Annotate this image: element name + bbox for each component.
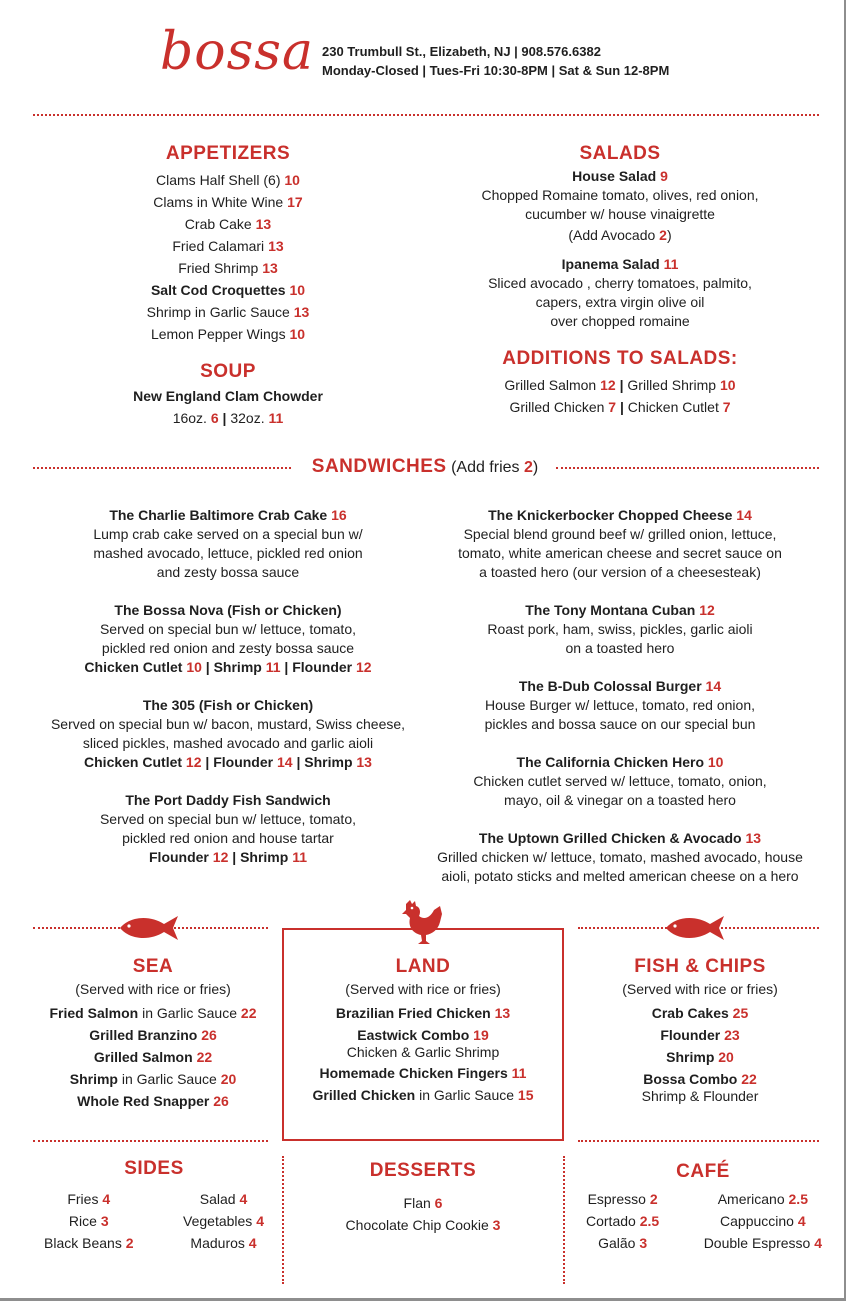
item-price: 4 (248, 1235, 257, 1251)
menu-item (44, 1210, 134, 1232)
menu-item (704, 1210, 822, 1232)
appetizer-item (28, 257, 428, 279)
land-note: (Served with rice or fries) (345, 981, 501, 997)
item-name: Galão (598, 1235, 636, 1251)
option-price: 13 (356, 754, 372, 770)
entree-item (570, 1024, 830, 1046)
sandwich-price: 12 (699, 602, 715, 618)
sandwich-desc: Served on special bun w/ lettuce, tomato, (99, 621, 357, 637)
divider (556, 467, 819, 469)
menu-item (704, 1188, 822, 1210)
sandwich-title: The Uptown Grilled Chicken & Avocado (478, 830, 742, 846)
appetizer-item (28, 279, 428, 301)
dessert-item (284, 1192, 562, 1214)
item-name: Fries (67, 1191, 99, 1207)
sandwich-desc: mayo, oil & vinegar on a toasted hero (504, 792, 736, 808)
ipanema-salad-desc: Sliced avocado , cherry tomatoes, palmito, (488, 275, 752, 291)
additions-title: ADDITIONS TO SALADS: (502, 348, 738, 369)
house-salad-desc: Chopped Romaine tomato, olives, red onion, (481, 187, 759, 203)
sandwich-title: The Tony Montana Cuban (525, 602, 696, 618)
sides-right-column (183, 1188, 264, 1254)
additions-section (420, 348, 820, 418)
item-price: 17 (287, 194, 303, 210)
item-name: Americano (717, 1191, 785, 1207)
soup-name: New England Clam Chowder (133, 388, 323, 404)
entree-item (28, 1024, 278, 1046)
sandwich-title: The 305 (Fish or Chicken) (142, 697, 314, 713)
item-price: 10 (289, 326, 306, 342)
divider (33, 1140, 268, 1142)
sandwich-title: The California Chicken Hero (516, 754, 704, 770)
fish-icon (664, 913, 728, 948)
entree-name: Grilled Branzino (89, 1027, 198, 1043)
item-price: 2.5 (788, 1191, 808, 1207)
ipanema-salad-name: Ipanema Salad (561, 256, 660, 272)
cafe-right-column (704, 1188, 822, 1254)
appetizer-list (28, 169, 428, 345)
sandwich-desc: Served on special bun w/ bacon, mustard, Swiss cheese, (50, 716, 406, 732)
sandwich-item (420, 506, 820, 582)
entree-extra: in Garlic Sauce (138, 1005, 238, 1021)
appetizer-item (28, 323, 428, 345)
land-section (282, 956, 564, 1106)
item-name: Lemon Pepper Wings (150, 326, 286, 342)
option-name: Flounder (149, 849, 209, 865)
entree-name: Whole Red Snapper (77, 1093, 210, 1109)
sandwiches-left-column (28, 506, 428, 886)
divider (578, 1140, 819, 1142)
sandwich-name (420, 677, 820, 696)
item-name: Maduros (190, 1235, 245, 1251)
item-price: 2 (649, 1191, 658, 1207)
menu-item (586, 1210, 659, 1232)
item-name: Cappuccino (720, 1213, 794, 1229)
sandwich-desc: a toasted hero (our version of a cheesesteak) (479, 564, 761, 580)
sandwich-desc: Grilled chicken w/ lettuce, tomato, mashed avocado, house (437, 849, 803, 865)
sandwich-title: The Bossa Nova (Fish or Chicken) (114, 602, 342, 618)
soup-sizes: 16oz. 6 | 32oz. 11 (172, 410, 284, 426)
sandwich-name (28, 601, 428, 620)
option-price: 12 (212, 849, 229, 865)
sandwich-desc: and zesty bossa sauce (156, 564, 300, 580)
menu-item (44, 1188, 134, 1210)
sea-note: (Served with rice or fries) (75, 981, 231, 997)
sandwich-item (420, 601, 820, 658)
sandwich-desc: pickles and bossa sauce on our special bun (484, 716, 756, 732)
item-price: 4 (239, 1191, 248, 1207)
cafe-left-column (586, 1188, 659, 1254)
sandwich-name (420, 601, 820, 620)
soup-section (28, 361, 428, 429)
sandwich-item (28, 696, 428, 772)
item-name: Crab Cake (184, 216, 252, 232)
item-price: 4 (797, 1213, 806, 1229)
entree-price: 20 (220, 1071, 237, 1087)
item-name: Double Espresso (703, 1235, 811, 1251)
sandwich-options: Flounder 12 | Shrimp 11 (149, 849, 307, 865)
item-price: 13 (255, 216, 272, 232)
sandwich-desc: pickled red onion and zesty bossa sauce (101, 640, 355, 656)
ipanema-salad-desc: capers, extra virgin olive oil (535, 294, 705, 310)
item-price: 4 (102, 1191, 111, 1207)
sandwich-options: Chicken Cutlet 10 | Shrimp 11 | Flounder 12 (84, 659, 372, 675)
item-price: 2.5 (639, 1213, 660, 1229)
bossa-logo: bossa (160, 22, 314, 82)
item-price: 13 (293, 304, 310, 320)
item-name: Flan (403, 1195, 431, 1211)
land-title: LAND (395, 956, 451, 977)
sandwich-item (420, 829, 820, 886)
entree-price: 20 (718, 1049, 734, 1065)
appetizer-item (28, 213, 428, 235)
menu-item (586, 1232, 659, 1254)
option-name: Shrimp (213, 659, 262, 675)
sandwich-desc: House Burger w/ lettuce, tomato, red onion, (484, 697, 756, 713)
item-name: Black Beans (44, 1235, 122, 1251)
entree-item (28, 1046, 278, 1068)
item-name: Shrimp in Garlic Sauce (146, 304, 290, 320)
sandwich-item (28, 601, 428, 677)
entree-price: 11 (511, 1065, 527, 1081)
house-salad (420, 167, 820, 186)
desserts-title: DESSERTS (369, 1160, 477, 1181)
cafe-title: CAFÉ (676, 1161, 730, 1182)
entree-price: 22 (741, 1071, 757, 1087)
entree-price: 26 (201, 1027, 217, 1043)
sandwich-desc: pickled red onion and house tartar (122, 830, 334, 846)
item-price: 13 (268, 238, 284, 254)
sandwich-price: 14 (736, 507, 752, 523)
item-price: 6 (434, 1195, 443, 1211)
item-price: 4 (256, 1213, 264, 1229)
entree-name: Grilled Chicken (312, 1087, 416, 1103)
sea-list (28, 1002, 278, 1112)
fish-chips-note: (Served with rice or fries) (622, 981, 778, 997)
fish-chips-list (570, 1002, 830, 1106)
entree-name: Crab Cakes (651, 1005, 729, 1021)
sandwich-name (28, 506, 428, 525)
item-name: Cortado (586, 1213, 636, 1229)
item-name: Clams Half Shell (6) (156, 172, 281, 188)
soup-title: SOUP (200, 361, 256, 382)
sandwich-name (28, 696, 428, 715)
item-price: 4 (814, 1235, 822, 1251)
hours-line: Monday-Closed | Tues-Fri 10:30-8PM | Sat & Sun 12-8PM (322, 63, 670, 78)
additions-row: Grilled Salmon 12 | Grilled Shrimp 10 (504, 377, 736, 393)
house-salad-name: House Salad (572, 168, 657, 184)
entree-item (570, 1046, 830, 1068)
entree-sub: Shrimp & Flounder (641, 1088, 759, 1104)
entree-item (282, 1084, 564, 1106)
divider (563, 1156, 565, 1284)
entree-item (570, 1002, 830, 1024)
sides-section (36, 1158, 272, 1254)
item-name: Espresso (587, 1191, 646, 1207)
desserts-section (284, 1160, 562, 1236)
avocado-addon: (Add Avocado 2) (568, 227, 672, 243)
entree-price: 25 (732, 1005, 749, 1021)
sandwich-options: Chicken Cutlet 12 | Flounder 14 | Shrimp 13 (84, 754, 372, 770)
contact-info (322, 42, 669, 80)
sandwich-desc: Special blend ground beef w/ grilled onion, lettuce, (463, 526, 777, 542)
ipanema-salad-price: 11 (663, 256, 679, 272)
sandwich-name (420, 753, 820, 772)
sandwich-price: 16 (331, 507, 347, 523)
sandwich-name (420, 829, 820, 848)
menu-item (183, 1232, 264, 1254)
ipanema-salad-desc: over chopped romaine (550, 313, 690, 329)
sandwich-title: The B-Dub Colossal Burger (518, 678, 702, 694)
entree-price: 22 (196, 1049, 213, 1065)
salads-title: SALADS (579, 143, 661, 164)
menu-item (586, 1188, 659, 1210)
option-name: Chicken Cutlet (84, 754, 183, 770)
sandwich-desc: Lump crab cake served on a special bun w/ (93, 526, 363, 542)
option-price: 12 (185, 754, 202, 770)
land-list (282, 1002, 564, 1106)
entree-price: 15 (517, 1087, 534, 1103)
entree-item (28, 1090, 278, 1112)
additions-row: Grilled Chicken 7 | Chicken Cutlet 7 (509, 399, 731, 415)
sandwich-item (420, 677, 820, 734)
item-name: Chocolate Chip Cookie (345, 1217, 489, 1233)
entree-item (282, 1002, 564, 1024)
menu-item (183, 1188, 264, 1210)
option-name: Chicken Cutlet (84, 659, 183, 675)
entree-name: Homemade Chicken Fingers (319, 1065, 508, 1081)
item-price: 3 (639, 1235, 648, 1251)
sandwich-price: 14 (705, 678, 722, 694)
entree-item (282, 1062, 564, 1084)
entree-price: 26 (213, 1093, 229, 1109)
entree-name: Grilled Salmon (93, 1049, 193, 1065)
option-price: 11 (292, 849, 307, 865)
sides-title: SIDES (124, 1158, 184, 1179)
sandwich-price: 10 (707, 754, 724, 770)
sea-section (28, 956, 278, 1112)
sandwich-desc: sliced pickles, mashed avocado and garlic aioli (82, 735, 374, 751)
menu-item (44, 1232, 134, 1254)
item-price: 3 (100, 1213, 109, 1229)
sandwich-price: 13 (745, 830, 762, 846)
soup-price-large: 11 (268, 410, 284, 426)
menu-item (183, 1210, 264, 1232)
sandwich-desc: on a toasted hero (565, 640, 675, 656)
sandwich-name (28, 791, 428, 810)
entree-sub: Chicken & Garlic Shrimp (346, 1044, 500, 1060)
appetizer-item (28, 235, 428, 257)
sea-title: SEA (132, 956, 174, 977)
fish-icon (118, 913, 182, 948)
option-name: Shrimp (240, 849, 289, 865)
entree-extra: in Garlic Sauce (415, 1087, 515, 1103)
entree-price: 22 (240, 1005, 257, 1021)
entree-name: Fried Salmon (49, 1005, 139, 1021)
appetizer-item (28, 191, 428, 213)
sandwich-desc: aioli, potato sticks and melted american cheese on a hero (441, 868, 799, 884)
entree-item (28, 1068, 278, 1090)
soup-size-small: 16oz. (172, 410, 207, 426)
entree-name: Bossa Combo (643, 1071, 738, 1087)
ipanema-salad (420, 255, 820, 274)
option-price: 10 (186, 659, 202, 675)
entree-item (28, 1002, 278, 1024)
entree-name: Flounder (660, 1027, 721, 1043)
address-line: 230 Trumbull St., Elizabeth, NJ | 908.576.6382 (322, 44, 601, 59)
option-name: Shrimp (304, 754, 353, 770)
entree-name: Eastwick Combo (357, 1027, 470, 1043)
appetizer-item (28, 301, 428, 323)
soup-size-large: 32oz. (230, 410, 265, 426)
sandwiches-header: SANDWICHES (Add fries 2) (311, 456, 539, 477)
option-name: Flounder (292, 659, 353, 675)
item-name: Rice (68, 1213, 97, 1229)
entree-name: Shrimp (666, 1049, 715, 1065)
house-salad-price: 9 (660, 168, 668, 184)
fish-chips-section (570, 956, 830, 1106)
sandwich-desc: Roast pork, ham, swiss, pickles, garlic aioli (487, 621, 753, 637)
cafe-section (580, 1161, 826, 1254)
entree-extra: in Garlic Sauce (117, 1071, 217, 1087)
item-name: Vegetables (183, 1213, 253, 1229)
item-name: Salt Cod Croquettes (150, 282, 286, 298)
sandwiches-note: (Add fries (451, 459, 520, 476)
sandwich-item (28, 791, 428, 867)
sandwiches-right-column (420, 506, 820, 905)
entree-price: 23 (724, 1027, 740, 1043)
sandwich-item (420, 753, 820, 810)
item-price: 10 (284, 172, 300, 188)
appetizers-section (28, 143, 428, 345)
divider (33, 467, 291, 469)
option-price: 11 (265, 659, 281, 675)
item-name: Salad (199, 1191, 236, 1207)
option-price: 14 (276, 754, 293, 770)
sandwich-desc: mashed avocado, lettuce, pickled red onion (93, 545, 363, 561)
sandwich-item (28, 506, 428, 582)
sandwich-desc: Chicken cutlet served w/ lettuce, tomato, onion, (473, 773, 767, 789)
sandwich-name (420, 506, 820, 525)
fish-chips-title: FISH & CHIPS (634, 956, 766, 977)
menu-item (704, 1232, 822, 1254)
sandwich-desc: Served on special bun w/ lettuce, tomato, (99, 811, 357, 827)
sandwich-desc: tomato, white american cheese and secret sauce on (458, 545, 782, 561)
item-price: 10 (289, 282, 306, 298)
item-price: 13 (262, 260, 278, 276)
salads-section (420, 143, 820, 331)
sandwich-title: The Knickerbocker Chopped Cheese (488, 507, 733, 523)
appetizer-item (28, 169, 428, 191)
option-price: 12 (356, 659, 372, 675)
item-price: 3 (492, 1217, 501, 1233)
item-price: 2 (125, 1235, 134, 1251)
entree-name: Brazilian Fried Chicken (335, 1005, 491, 1021)
sandwich-title: The Charlie Baltimore Crab Cake (109, 507, 328, 523)
dessert-list (284, 1192, 562, 1236)
sandwich-title: The Port Daddy Fish Sandwich (125, 792, 331, 808)
house-salad-desc: cucumber w/ house vinaigrette (525, 206, 715, 222)
item-name: Clams in White Wine (153, 194, 284, 210)
sandwiches-title: SANDWICHES (311, 456, 447, 477)
divider (33, 114, 819, 116)
appetizers-title: APPETIZERS (165, 143, 291, 164)
entree-price: 19 (473, 1027, 489, 1043)
dessert-item (284, 1214, 562, 1236)
item-name: Fried Shrimp (178, 260, 259, 276)
item-name: Fried Calamari (172, 238, 265, 254)
option-name: Flounder (213, 754, 274, 770)
entree-name: Shrimp (69, 1071, 118, 1087)
entree-price: 13 (494, 1005, 511, 1021)
soup-price-small: 6 (210, 410, 219, 426)
sides-left-column (44, 1188, 134, 1254)
